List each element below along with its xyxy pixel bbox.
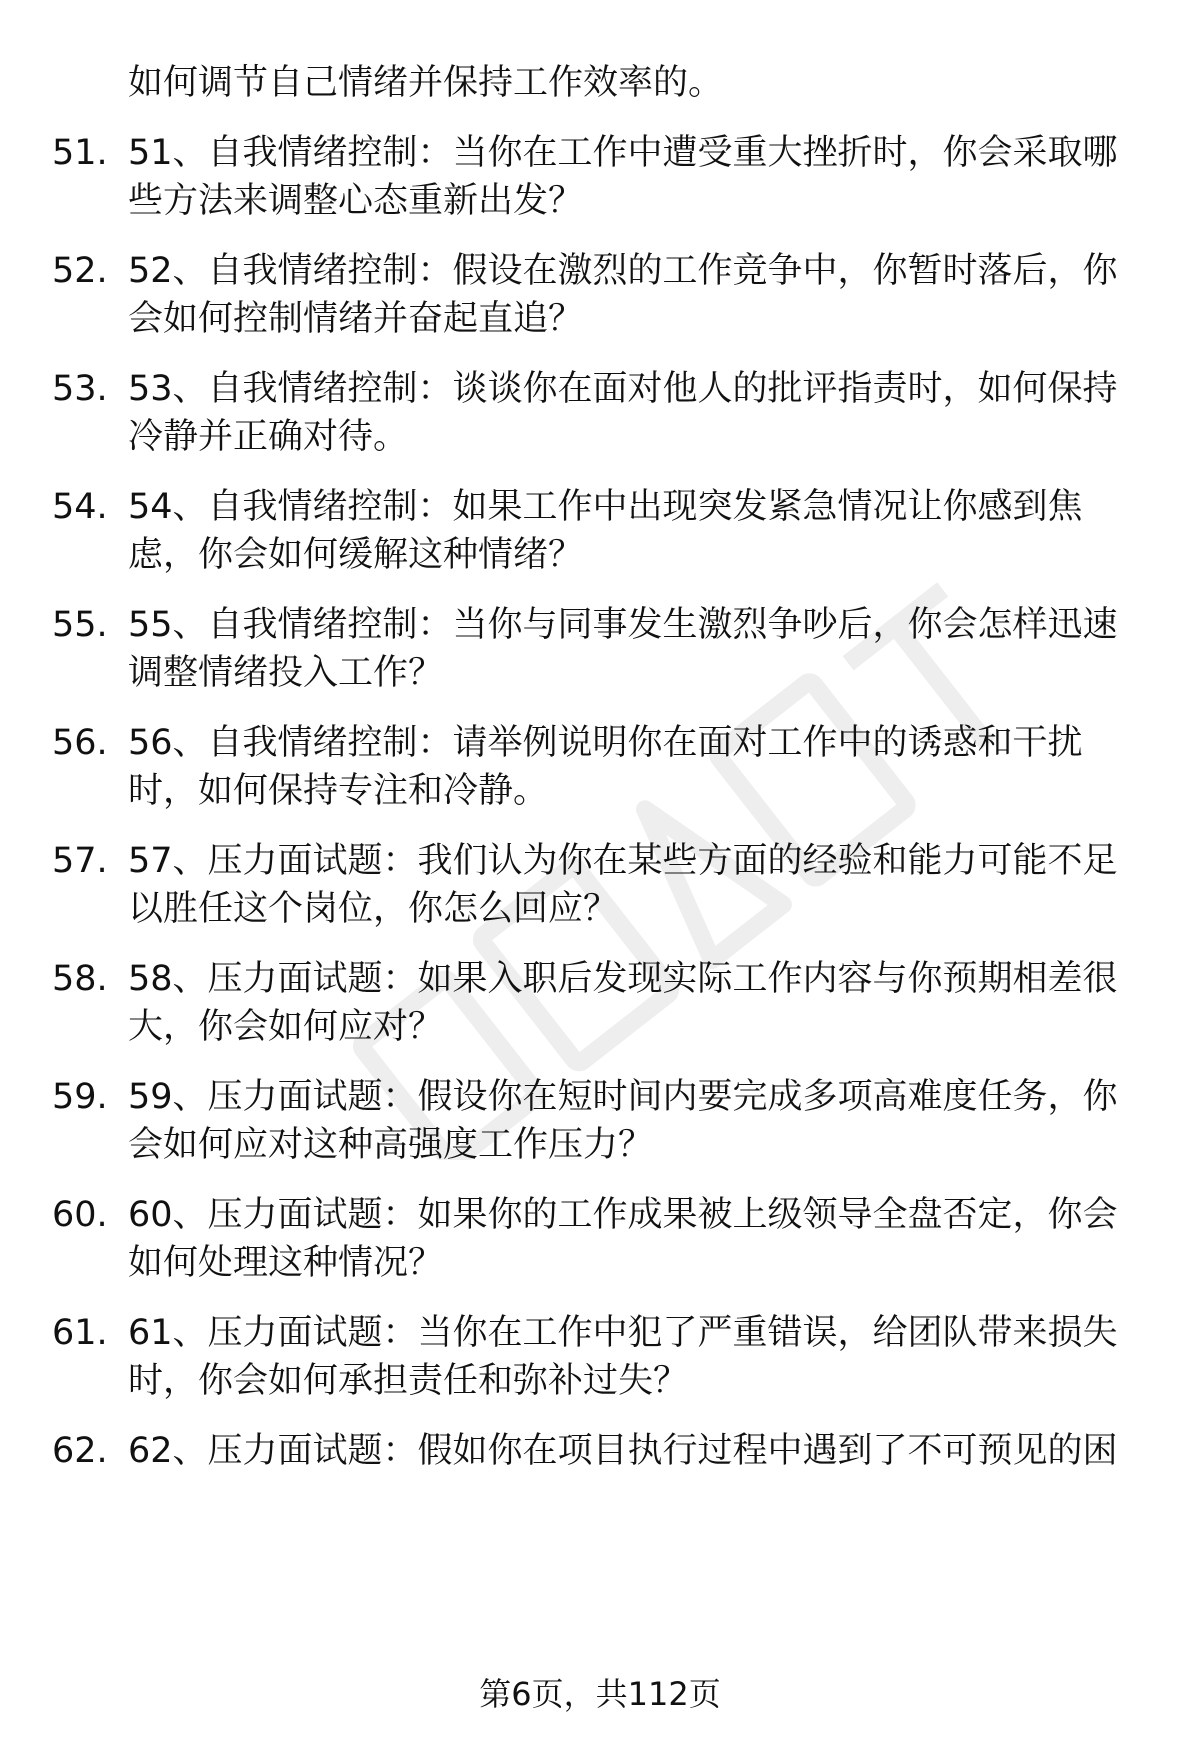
item-number: 56. <box>52 723 108 763</box>
item-text-line: 56、自我情绪控制：请举例说明你在面对工作中的诱惑和干扰 <box>128 723 1083 763</box>
item-text-line: 大，你会如何应对？ <box>128 1007 444 1047</box>
item-number: 60. <box>52 1195 108 1235</box>
item-text-line: 会如何应对这种高强度工作压力？ <box>128 1125 654 1165</box>
item-text-line: 62、压力面试题：假如你在项目执行过程中遇到了不可预见的困 <box>128 1431 1118 1471</box>
item-number: 59. <box>52 1077 108 1117</box>
item-number: 54. <box>52 487 108 527</box>
item-text-line: 时，你会如何承担责任和弥补过失？ <box>128 1361 689 1401</box>
item-text-line: 53、自我情绪控制：谈谈你在面对他人的批评指责时，如何保持 <box>128 369 1118 409</box>
item-number: 58. <box>52 959 108 999</box>
item-text-line: 虑，你会如何缓解这种情绪？ <box>128 535 584 575</box>
item-number: 52. <box>52 251 108 291</box>
item-text-line: 以胜任这个岗位，你怎么回应？ <box>128 889 619 929</box>
item-text-line: 60、压力面试题：如果你的工作成果被上级领导全盘否定，你会 <box>128 1195 1118 1235</box>
item-text-line: 时，如何保持专注和冷静。 <box>128 771 549 811</box>
item-text-line: 61、压力面试题：当你在工作中犯了严重错误，给团队带来损失 <box>128 1313 1118 1353</box>
list-item <box>0 364 1200 474</box>
list-item <box>0 836 1200 946</box>
item-number: 55. <box>52 605 108 645</box>
list-item <box>0 246 1200 356</box>
item-text-line: 59、压力面试题：假设你在短时间内要完成多项高难度任务，你 <box>128 1077 1118 1117</box>
list-item <box>0 718 1200 828</box>
list-item <box>0 1072 1200 1182</box>
continuation-text: 如何调节自己情绪并保持工作效率的。 <box>128 63 724 103</box>
item-text-line: 52、自我情绪控制：假设在激烈的工作竞争中，你暂时落后，你 <box>128 251 1118 291</box>
item-text-line: 58、压力面试题：如果入职后发现实际工作内容与你预期相差很 <box>128 959 1118 999</box>
item-text-line: 些方法来调整心态重新出发？ <box>128 181 584 221</box>
item-text-line: 55、自我情绪控制：当你与同事发生激烈争吵后，你会怎样迅速 <box>128 605 1118 645</box>
item-number: 61. <box>52 1313 108 1353</box>
item-text-line: 如何处理这种情况？ <box>128 1243 444 1283</box>
list-item <box>0 1190 1200 1300</box>
item-text-line: 54、自我情绪控制：如果工作中出现突发紧急情况让你感到焦 <box>128 487 1083 527</box>
item-number: 57. <box>52 841 108 881</box>
list-item <box>0 1426 1200 1536</box>
list-item <box>0 600 1200 710</box>
item-text-line: 冷静并正确对待。 <box>128 417 409 457</box>
item-number: 51. <box>52 133 108 173</box>
list-item <box>0 1308 1200 1418</box>
item-number: 53. <box>52 369 108 409</box>
item-text-line: 调整情绪投入工作？ <box>128 653 444 693</box>
item-text-line: 会如何控制情绪并奋起直追？ <box>128 299 584 339</box>
list-item <box>0 954 1200 1064</box>
list-item <box>0 128 1200 238</box>
item-number: 62. <box>52 1431 108 1471</box>
item-text-line: 51、自我情绪控制：当你在工作中遭受重大挫折时，你会采取哪 <box>128 133 1118 173</box>
item-text-line: 57、压力面试题：我们认为你在某些方面的经验和能力可能不足 <box>128 841 1118 881</box>
page-footer: 第6页，共112页 <box>479 1675 721 1713</box>
list-item <box>0 482 1200 592</box>
